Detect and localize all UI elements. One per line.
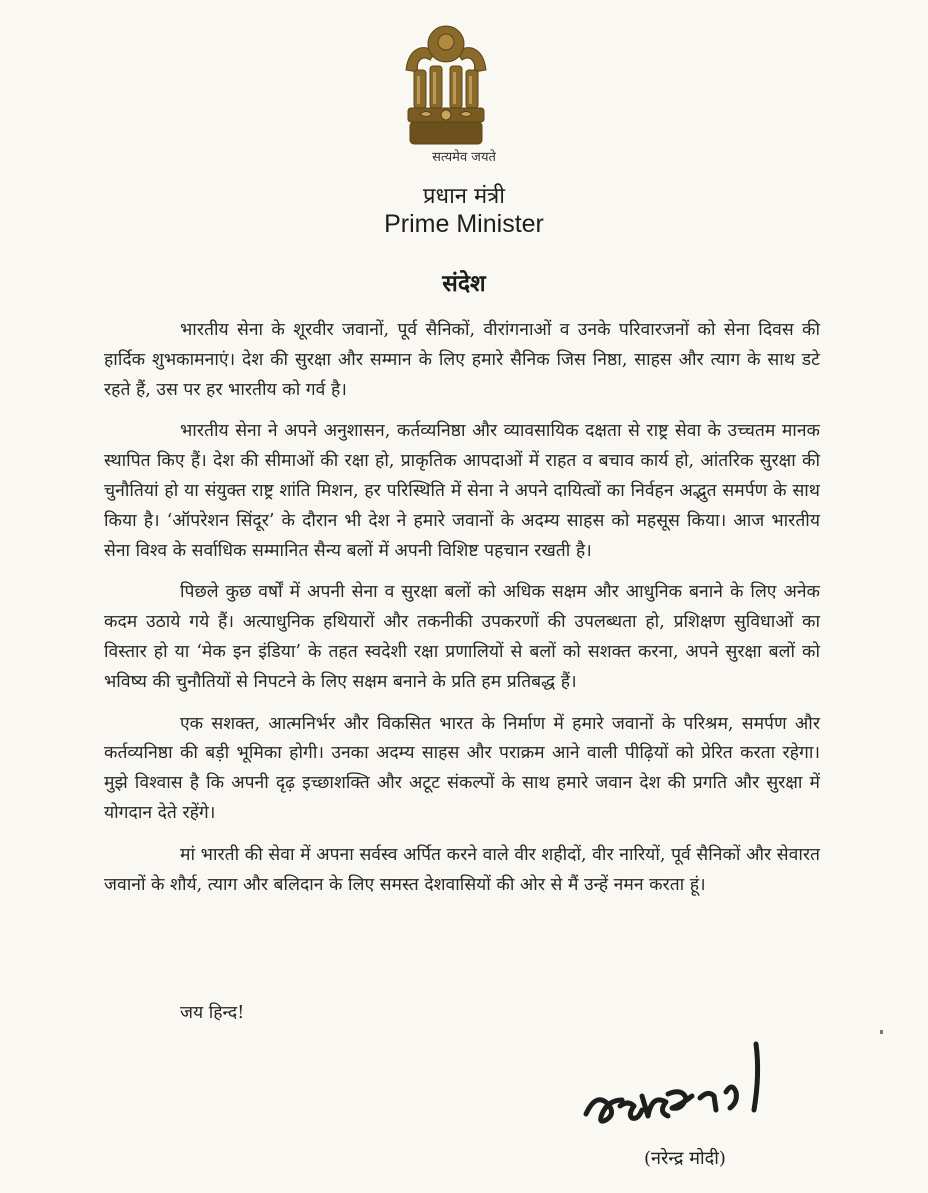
paragraph: भारतीय सेना के शूरवीर जवानों, पूर्व सैनिकों, वीरांगनाओं व उनके परिवारजनों को सेना दिवस की हार्दिक शुभकामनाएं। देश की सुरक्षा और सम्मान के लिए हमारे सैनिक जिस निष्ठा, साहस और त्याग के साथ डटे रहते हैं, उस पर हर भारतीय को गर्व है। (104, 320, 820, 400)
signer-name: (नरेन्द्र मोदी) (644, 1148, 726, 1169)
emblem-motto: सत्यमेव जयते (432, 150, 496, 165)
letter-body (104, 316, 820, 912)
ashoka-emblem-icon (398, 18, 494, 150)
stray-mark (880, 1030, 883, 1034)
office-title-hindi: प्रधान मंत्री (423, 184, 505, 209)
closing-salutation: जय हिन्द! (180, 1003, 245, 1023)
letter-heading: संदेश (442, 270, 486, 297)
paragraph: मां भारती की सेवा में अपना सर्वस्व अर्पित करने वाले वीर शहीदों, वीर नारियों, पूर्व सैनिकों और सेवारत जवानों के शौर्य, त्याग और बलिदान के लिए समस्त देशवासियों की ओर से मैं उन्हें नमन करता हूं। (104, 844, 820, 895)
paragraph: भारतीय सेना ने अपने अनुशासन, कर्तव्यनिष्ठा और व्यावसायिक दक्षता से राष्ट्र सेवा के उच्चतम मानक स्थापित किए हैं। देश की सीमाओं की रक्षा हो, प्राकृतिक आपदाओं में राहत व बचाव कार्य हो, आंतरिक सुरक्षा की चुनौतियां हो या संयुक्त राष्ट्र शांति मिशन, हर परिस्थिति में सेना ने अपने दायित्वों का निर्वहन अद्भुत समर्पण के साथ किया है। ‘ऑपरेशन सिंदूर’ के दौरान भी देश ने हमारे जवानों के अदम्य साहस को महसूस किया। आज भारतीय सेना विश्व के सर्वाधिक सम्मानित सैन्य बलों में अपनी विशिष्ट पहचान रखती है। (104, 421, 820, 561)
paragraph: पिछले कुछ वर्षों में अपनी सेना व सुरक्षा बलों को अधिक सक्षम और आधुनिक बनाने के लिए अनेक कदम उठाये गये हैं। अत्याधुनिक हथियारों और तकनीकी उपकरणों की उपलब्धता हो, प्रशिक्षण सुविधाओं का विस्तार हो या ‘मेक इन इंडिया’ के तहत स्वदेशी रक्षा प्रणालियों से बलों को सशक्त करना, अपने सुरक्षा बलों को भविष्य की चुनौतियों से निपटने के लिए सक्षम बनाने के प्रति हम प्रतिबद्ध हैं। (104, 582, 820, 692)
signature-image (580, 1036, 780, 1136)
paragraph: एक सशक्त, आत्मनिर्भर और विकसित भारत के निर्माण में हमारे जवानों के परिश्रम, समर्पण और कर्तव्यनिष्ठा की बड़ी भूमिका होगी। उनका अदम्य साहस और पराक्रम आने वाली पीढ़ियों को प्रेरित करता रहेगा। मुझे विश्वास है कि अपनी दृढ़ इच्छाशक्ति और अटूट संकल्पों के साथ हमारे जवान देश की प्रगति और सुरक्षा में योगदान देते रहेंगे। (104, 713, 820, 823)
office-title-english: Prime Minister (384, 210, 544, 238)
